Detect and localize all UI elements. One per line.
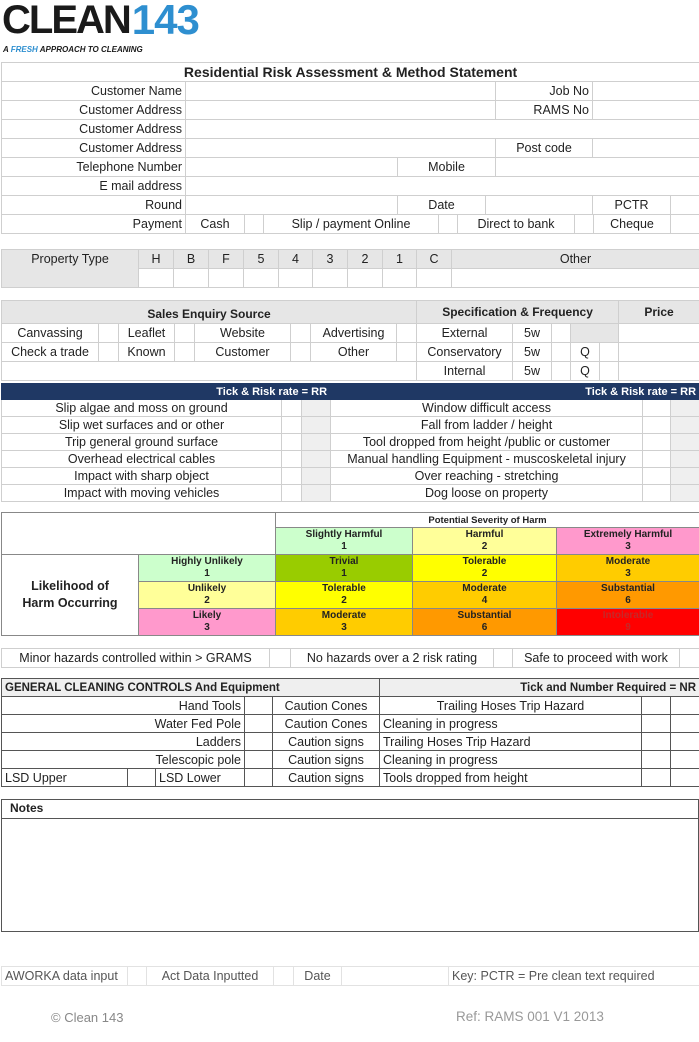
risk-label: Intolerable [602, 610, 654, 621]
likelihood-2 [139, 582, 276, 609]
control-tick[interactable] [642, 697, 671, 715]
hazard-tick[interactable] [282, 468, 302, 485]
risk-score: 6 [481, 622, 488, 633]
summary-checkbox[interactable] [494, 649, 513, 668]
mobile-label: Mobile [398, 158, 496, 177]
hazard-tick[interactable] [643, 485, 671, 502]
source-other: Other [311, 343, 397, 362]
severity-value: 2 [481, 541, 488, 552]
likelihood-label: Highly Unlikely [171, 556, 243, 567]
hazard-label: Over reaching - stretching [331, 468, 643, 485]
risk-label: Moderate [605, 556, 651, 567]
control-nr[interactable] [671, 715, 699, 733]
hazard-risk-rate[interactable] [302, 417, 331, 434]
source-leaflet: Leaflet [119, 324, 175, 343]
control-equipment: Water Fed Pole [2, 715, 245, 733]
controls-header: GENERAL CLEANING CONTROLS And Equipment [2, 679, 380, 697]
price-field[interactable] [619, 324, 699, 343]
lsd-lower-label: LSD Lower [156, 769, 245, 787]
risk-label: Moderate [321, 610, 367, 621]
source-canvassing: Canvassing [2, 324, 99, 343]
matrix-corner [2, 513, 276, 555]
risk-score: 3 [341, 622, 347, 633]
hazard-label: Dog loose on property [331, 485, 643, 502]
customer-address-field-3[interactable] [186, 139, 496, 158]
property-checkbox[interactable] [383, 269, 417, 288]
property-type-b: B [174, 250, 209, 269]
freq-internal: 5w [513, 362, 552, 381]
risk-cell [276, 555, 413, 582]
severity-1 [276, 528, 413, 555]
round-field[interactable] [186, 196, 398, 215]
risk-cell [413, 582, 557, 609]
likelihood-header-line-2: Harm Occurring [22, 596, 118, 610]
payment-table [1, 214, 699, 234]
hazard-tick[interactable] [282, 434, 302, 451]
hazard-risk-rate[interactable] [302, 434, 331, 451]
property-checkbox[interactable] [313, 269, 348, 288]
source-checkbox[interactable] [99, 324, 119, 343]
hazard-label: Impact with moving vehicles [2, 485, 282, 502]
hazard-row [2, 417, 699, 434]
sales-enquiry-header: Sales Enquiry Source [2, 301, 417, 324]
summary-minor-hazards: Minor hazards controlled within > GRAMS [2, 649, 270, 668]
likelihood-value: 1 [204, 568, 210, 579]
source-checkbox[interactable] [175, 324, 195, 343]
severity-header: Potential Severity of Harm [276, 513, 699, 528]
price-header: Price [619, 301, 699, 324]
payment-online-label: Slip / payment Online [264, 215, 439, 234]
risk-score: 2 [341, 595, 347, 606]
footer-date-field[interactable] [342, 967, 449, 986]
property-type-c: C [417, 250, 452, 269]
hazard-label: Window difficult access [331, 400, 643, 417]
property-type-other: Other [452, 250, 699, 269]
notes-header: Notes [2, 800, 698, 819]
price-field[interactable] [619, 343, 699, 362]
hazard-tick[interactable] [643, 451, 671, 468]
q-checkbox[interactable] [600, 362, 619, 381]
property-checkbox[interactable] [209, 269, 244, 288]
tick-risk-header-right: Tick & Risk rate = RR [331, 384, 699, 400]
spec-checkbox[interactable] [552, 343, 571, 362]
hazard-risk-rate[interactable] [302, 485, 331, 502]
hazard-tick[interactable] [282, 400, 302, 417]
control-nr[interactable] [671, 769, 699, 787]
lsd-upper-label: LSD Upper [2, 769, 128, 787]
hazard-label: Overhead electrical cables [2, 451, 282, 468]
nr-header: Tick and Number Required = NR [380, 679, 699, 697]
spec-checkbox[interactable] [552, 324, 571, 343]
rams-no-field[interactable] [593, 101, 699, 120]
hazard-risk-rate[interactable] [671, 400, 699, 417]
property-type-label: Property Type [2, 250, 139, 288]
control-row [2, 751, 699, 769]
risk-score: 2 [481, 568, 488, 579]
summary-table [1, 648, 699, 668]
likelihood-header [2, 555, 139, 636]
tick-risk-header-left: Tick & Risk rate = RR [2, 384, 331, 400]
summary-no-hazards: No hazards over a 2 risk rating [291, 649, 494, 668]
risk-cell [276, 609, 413, 636]
risk-label: Substantial [601, 583, 655, 594]
likelihood-label: Likely [192, 610, 222, 621]
customer-address-label: Customer Address [2, 139, 186, 158]
payment-cash-label: Cash [186, 215, 245, 234]
spec-checkbox[interactable] [552, 362, 571, 381]
payment-bank-checkbox[interactable] [575, 215, 594, 234]
summary-checkbox[interactable] [680, 649, 699, 668]
price-field[interactable] [619, 362, 699, 381]
rams-no-label: RAMS No [496, 101, 593, 120]
q-checkbox[interactable] [600, 343, 619, 362]
likelihood-header-line-1: Likelihood of [31, 579, 109, 593]
data-input-table [1, 966, 699, 986]
hazard-risk-rate[interactable] [671, 434, 699, 451]
freq-conservatory: 5w [513, 343, 552, 362]
payment-cheque-checkbox[interactable] [671, 215, 699, 234]
tagline-post: APPROACH TO CLEANING [37, 45, 143, 54]
control-row [2, 733, 699, 751]
property-type-2: 2 [348, 250, 383, 269]
risk-score: 4 [481, 595, 488, 606]
severity-value: 3 [625, 541, 631, 552]
spec-internal: Internal [417, 362, 513, 381]
severity-label: Harmful [465, 529, 504, 540]
control-checkbox[interactable] [245, 733, 273, 751]
source-checkbox[interactable] [99, 343, 119, 362]
control-nr[interactable] [671, 751, 699, 769]
customer-name-label: Customer Name [2, 82, 186, 101]
hazard-risk-rate[interactable] [671, 417, 699, 434]
document-ref: Ref: RAMS 001 V1 2013 [456, 1009, 604, 1024]
source-check-a-trade: Check a trade [2, 343, 99, 362]
control-checkbox[interactable] [245, 697, 273, 715]
control-note: Cleaning in progress [380, 715, 642, 733]
property-type-h: H [139, 250, 174, 269]
likelihood-value: 2 [204, 595, 210, 606]
control-checkbox[interactable] [245, 769, 273, 787]
email-label: E mail address [2, 177, 186, 196]
likelihood-label: Unlikely [187, 583, 227, 594]
job-no-field[interactable] [593, 82, 699, 101]
risk-label: Moderate [462, 583, 507, 594]
control-equipment: Ladders [2, 733, 245, 751]
telephone-field[interactable] [186, 158, 398, 177]
control-sign: Caution Cones [273, 715, 380, 733]
property-checkbox[interactable] [244, 269, 279, 288]
severity-2 [413, 528, 557, 555]
source-checkbox[interactable] [397, 324, 417, 343]
logo-wordmark [2, 0, 199, 43]
control-equipment: Telescopic pole [2, 751, 245, 769]
hazard-row [2, 451, 699, 468]
freq-external: 5w [513, 324, 552, 343]
risk-label: Tolerable [462, 556, 507, 567]
customer-address-label: Customer Address [2, 120, 186, 139]
hazard-tick[interactable] [282, 451, 302, 468]
control-checkbox[interactable] [245, 751, 273, 769]
logo-number: 143 [131, 0, 199, 43]
hazard-label: Impact with sharp object [2, 468, 282, 485]
logo-tagline [3, 44, 143, 56]
severity-value: 1 [341, 541, 347, 552]
payment-label: Payment [2, 215, 186, 234]
control-nr[interactable] [671, 733, 699, 751]
risk-label: Trivial [329, 556, 359, 567]
hazard-tick[interactable] [643, 400, 671, 417]
control-tick[interactable] [642, 715, 671, 733]
control-sign: Caution Cones [273, 697, 380, 715]
hazard-label: Fall from ladder / height [331, 417, 643, 434]
control-checkbox[interactable] [245, 715, 273, 733]
hazard-risk-rate[interactable] [302, 451, 331, 468]
risk-label: Tolerable [322, 583, 366, 594]
likelihood-value: 3 [204, 622, 210, 633]
date-field[interactable] [486, 196, 593, 215]
risk-cell [557, 609, 699, 636]
summary-safe-to-proceed: Safe to proceed with work [513, 649, 680, 668]
hazard-row [2, 400, 699, 417]
risk-score: 9 [625, 622, 631, 633]
spec-q-blank [571, 324, 619, 343]
footer-date-label: Date [294, 967, 342, 986]
risk-cell [557, 582, 699, 609]
risk-cell [276, 582, 413, 609]
telephone-label: Telephone Number [2, 158, 186, 177]
property-checkbox[interactable] [417, 269, 452, 288]
hazard-tick[interactable] [643, 434, 671, 451]
hazard-tick[interactable] [282, 417, 302, 434]
likelihood-1 [139, 555, 276, 582]
source-checkbox[interactable] [291, 324, 311, 343]
property-type-table [1, 249, 699, 288]
severity-label: Extremely Harmful [583, 529, 673, 540]
controls-table [1, 678, 699, 787]
property-checkbox[interactable] [139, 269, 174, 288]
hazard-risk-rate[interactable] [671, 451, 699, 468]
payment-cash-checkbox[interactable] [245, 215, 264, 234]
property-type-4: 4 [279, 250, 313, 269]
control-note: Cleaning in progress [380, 751, 642, 769]
control-note: Tools dropped from height [380, 769, 642, 787]
hazards-table [1, 383, 699, 502]
source-advertising: Advertising [311, 324, 397, 343]
customer-details-table [1, 62, 699, 215]
source-checkbox[interactable] [291, 343, 311, 362]
tagline-pre: A [3, 45, 11, 54]
customer-name-field[interactable] [186, 82, 496, 101]
property-other-field[interactable] [452, 269, 699, 288]
severity-3 [557, 528, 699, 555]
post-code-label: Post code [496, 139, 593, 158]
property-type-5: 5 [244, 250, 279, 269]
property-checkbox[interactable] [174, 269, 209, 288]
hazard-risk-rate[interactable] [671, 485, 699, 502]
risk-score: 1 [341, 568, 347, 579]
control-sign: Caution signs [273, 769, 380, 787]
payment-bank-label: Direct to bank [458, 215, 575, 234]
control-checkbox[interactable] [128, 769, 156, 787]
post-code-field[interactable] [593, 139, 699, 158]
source-known: Known [119, 343, 175, 362]
customer-address-field-2[interactable] [186, 120, 699, 139]
email-field[interactable] [186, 177, 699, 196]
risk-score: 3 [625, 568, 631, 579]
control-tick[interactable] [642, 751, 671, 769]
risk-cell [413, 555, 557, 582]
logo-word: CLEAN [2, 0, 130, 42]
hazard-tick[interactable] [643, 468, 671, 485]
source-customer: Customer [195, 343, 291, 362]
control-note: Trailing Hoses Trip Hazard [380, 697, 642, 715]
control-nr[interactable] [671, 697, 699, 715]
hazard-row [2, 434, 699, 451]
act-data-label: Act Data Inputted [147, 967, 274, 986]
page-footer [1, 1008, 699, 1032]
job-no-label: Job No [496, 82, 593, 101]
round-label: Round [2, 196, 186, 215]
notes-box[interactable] [1, 799, 699, 932]
enquiry-blank [2, 362, 417, 381]
control-tick[interactable] [642, 733, 671, 751]
hazard-row [2, 485, 699, 502]
act-data-checkbox[interactable] [274, 967, 294, 986]
mobile-field[interactable] [496, 158, 699, 177]
pctr-key: Key: PCTR = Pre clean text required [449, 967, 699, 986]
hazard-risk-rate[interactable] [302, 400, 331, 417]
pctr-checkbox[interactable] [671, 196, 699, 215]
copyright: © Clean 143 [51, 1010, 124, 1025]
date-label: Date [398, 196, 486, 215]
hazard-tick[interactable] [282, 485, 302, 502]
property-checkbox[interactable] [279, 269, 313, 288]
source-website: Website [195, 324, 291, 343]
property-type-3: 3 [313, 250, 348, 269]
control-sign: Caution signs [273, 751, 380, 769]
aworka-label: AWORKA data input [2, 967, 128, 986]
q-conservatory: Q [571, 343, 600, 362]
property-type-1: 1 [383, 250, 417, 269]
summary-checkbox[interactable] [270, 649, 291, 668]
spec-frequency-header: Specification & Frequency [417, 301, 619, 324]
control-row [2, 715, 699, 733]
payment-online-checkbox[interactable] [439, 215, 458, 234]
customer-address-label: Customer Address [2, 101, 186, 120]
control-equipment: Hand Tools [2, 697, 245, 715]
risk-cell [413, 609, 557, 636]
property-checkbox[interactable] [348, 269, 383, 288]
risk-matrix [1, 512, 699, 636]
spec-conservatory: Conservatory [417, 343, 513, 362]
source-checkbox[interactable] [175, 343, 195, 362]
sales-enquiry-table [1, 300, 699, 381]
risk-cell [557, 555, 699, 582]
company-logo [2, 0, 212, 62]
customer-address-field-1[interactable] [186, 101, 496, 120]
q-internal: Q [571, 362, 600, 381]
aworka-checkbox[interactable] [128, 967, 147, 986]
spec-external: External [417, 324, 513, 343]
control-row [2, 697, 699, 715]
control-tick[interactable] [642, 769, 671, 787]
hazard-row [2, 468, 699, 485]
hazard-label: Slip wet surfaces and or other [2, 417, 282, 434]
likelihood-3 [139, 609, 276, 636]
hazard-label: Slip algae and moss on ground [2, 400, 282, 417]
hazard-risk-rate[interactable] [671, 468, 699, 485]
hazard-risk-rate[interactable] [302, 468, 331, 485]
severity-label: Slightly Harmful [305, 529, 383, 540]
control-note: Trailing Hoses Trip Hazard [380, 733, 642, 751]
property-type-f: F [209, 250, 244, 269]
hazard-label: Tool dropped from height /public or customer [331, 434, 643, 451]
hazard-label: Trip general ground surface [2, 434, 282, 451]
risk-label: Substantial [457, 610, 512, 621]
pctr-label: PCTR [593, 196, 671, 215]
tagline-fresh: FRESH [10, 45, 38, 54]
risk-score: 6 [625, 595, 631, 606]
hazard-tick[interactable] [643, 417, 671, 434]
payment-cheque-label: Cheque [594, 215, 671, 234]
control-sign: Caution signs [273, 733, 380, 751]
hazard-label: Manual handling Equipment - muscoskeletal injury [331, 451, 643, 468]
page-title: Residential Risk Assessment & Method Statement [2, 63, 699, 82]
source-checkbox[interactable] [397, 343, 417, 362]
